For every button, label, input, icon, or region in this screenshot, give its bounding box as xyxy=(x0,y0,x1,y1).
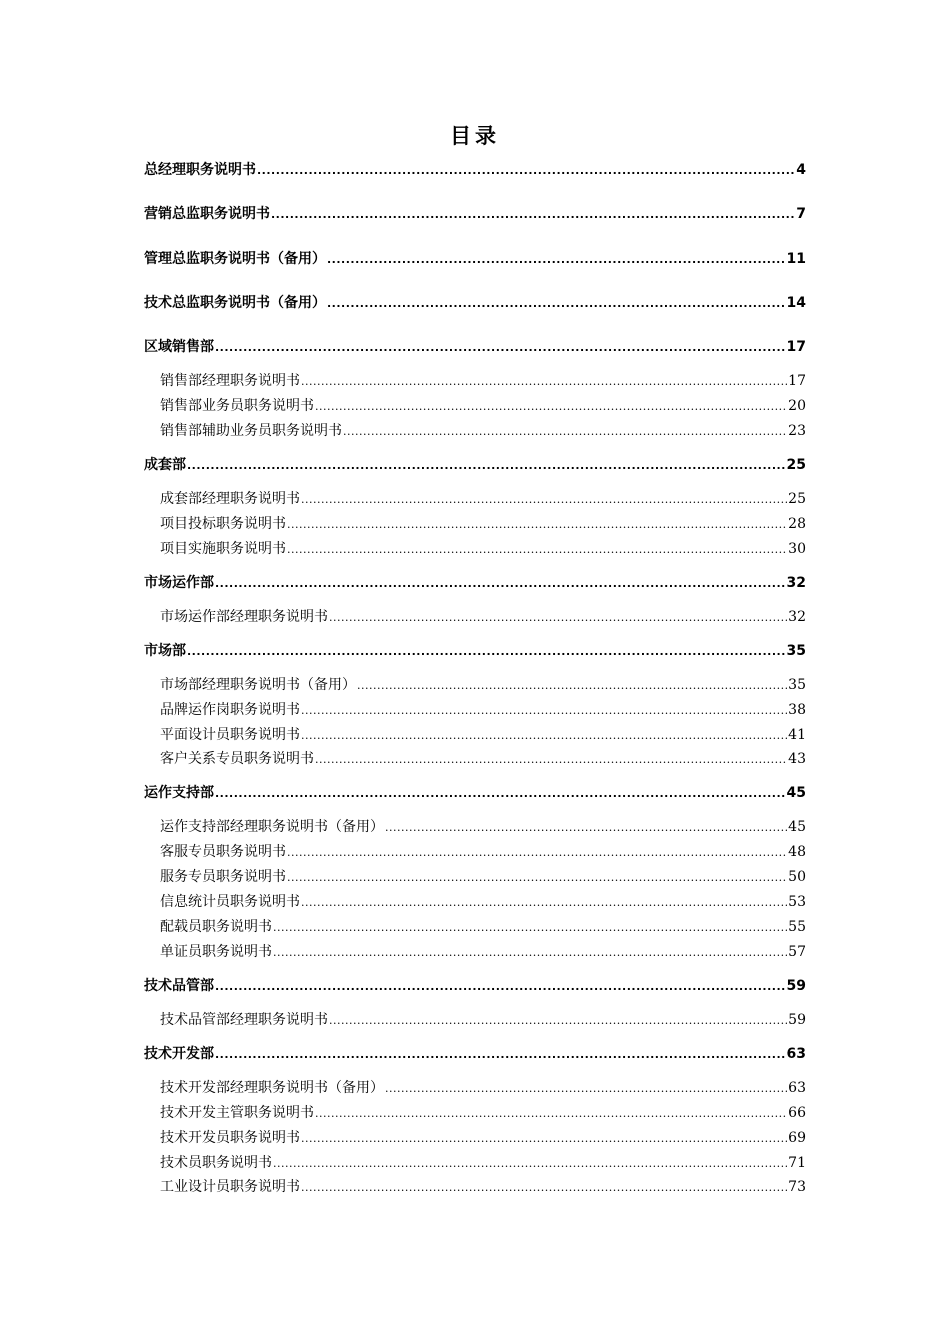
toc-subsection-entry[interactable] xyxy=(144,1126,806,1151)
dot-leader xyxy=(273,922,787,933)
toc-entry-label: 工业设计员职务说明书 xyxy=(160,1179,300,1196)
toc-page-number: 7 xyxy=(796,206,806,223)
dot-leader xyxy=(327,298,786,309)
toc-page-number: 32 xyxy=(786,574,806,591)
toc-entry-label: 技术员职务说明书 xyxy=(160,1154,272,1171)
toc-entry-label: 营销总监职务说明书 xyxy=(144,206,270,223)
toc-page-number: 48 xyxy=(788,844,806,861)
toc-entry-label: 销售部经理职务说明书 xyxy=(160,373,300,390)
dot-leader xyxy=(287,519,787,530)
toc-subsection-entry[interactable] xyxy=(144,940,806,974)
toc-page-number: 30 xyxy=(788,540,806,557)
toc-section-entry[interactable] xyxy=(144,639,806,673)
toc-entry-label: 销售部辅助业务员职务说明书 xyxy=(160,422,342,439)
dot-leader xyxy=(271,209,795,220)
dot-leader xyxy=(301,1133,787,1144)
toc-page-number: 17 xyxy=(786,339,806,356)
dot-leader xyxy=(215,981,786,992)
toc-page-number: 66 xyxy=(788,1104,806,1121)
toc-page-number: 53 xyxy=(788,894,806,911)
dot-leader xyxy=(385,1083,787,1094)
toc-entry-label: 服务专员职务说明书 xyxy=(160,869,286,886)
dot-leader xyxy=(301,897,787,908)
toc-entry-label: 项目投标职务说明书 xyxy=(160,515,286,532)
dot-leader xyxy=(343,426,787,437)
dot-leader xyxy=(287,847,787,858)
toc-section-entry[interactable] xyxy=(144,335,806,369)
toc-entry-label: 市场运作部经理职务说明书 xyxy=(160,608,328,625)
toc-page-number: 41 xyxy=(788,726,806,743)
toc-subsection-entry[interactable] xyxy=(144,915,806,940)
toc-page-number: 59 xyxy=(786,977,806,994)
toc-page-number: 14 xyxy=(786,294,806,311)
toc-section-entry[interactable] xyxy=(144,158,806,202)
toc-section-entry[interactable] xyxy=(144,453,806,487)
toc-page-number: 11 xyxy=(786,250,806,267)
toc-section-entry[interactable] xyxy=(144,247,806,291)
toc-subsection-entry[interactable] xyxy=(144,865,806,890)
toc-subsection-entry[interactable] xyxy=(144,369,806,394)
toc-page-number: 59 xyxy=(788,1011,806,1028)
toc-page-number: 45 xyxy=(786,785,806,802)
toc-page-number: 35 xyxy=(788,676,806,693)
toc-page-number: 20 xyxy=(788,398,806,415)
toc-entry-label: 技术品管部 xyxy=(144,977,214,994)
toc-entry-label: 技术品管部经理职务说明书 xyxy=(160,1011,328,1028)
toc-entry-label: 区域销售部 xyxy=(144,339,214,356)
toc-page-number: 25 xyxy=(786,456,806,473)
toc-page-number: 55 xyxy=(788,918,806,935)
toc-entry-label: 信息统计员职务说明书 xyxy=(160,894,300,911)
toc-entry-label: 运作支持部经理职务说明书（备用） xyxy=(160,819,384,836)
toc-subsection-entry[interactable] xyxy=(144,747,806,781)
dot-leader xyxy=(215,578,786,589)
toc-subsection-entry[interactable] xyxy=(144,1101,806,1126)
toc-subsection-entry[interactable] xyxy=(144,673,806,698)
toc-subsection-entry[interactable] xyxy=(144,419,806,453)
toc-subsection-entry[interactable] xyxy=(144,890,806,915)
dot-leader xyxy=(301,730,787,741)
toc-title: 目录 xyxy=(450,124,500,148)
toc-section-entry[interactable] xyxy=(144,1042,806,1076)
toc-section-entry[interactable] xyxy=(144,974,806,1008)
table-of-contents xyxy=(144,158,806,1209)
dot-leader xyxy=(301,494,787,505)
dot-leader xyxy=(301,376,787,387)
dot-leader xyxy=(329,1015,787,1026)
toc-entry-label: 销售部业务员职务说明书 xyxy=(160,398,314,415)
toc-subsection-entry[interactable] xyxy=(144,512,806,537)
dot-leader xyxy=(315,754,787,765)
toc-page-number: 38 xyxy=(788,701,806,718)
dot-leader xyxy=(287,872,787,883)
toc-subsection-entry[interactable] xyxy=(144,723,806,748)
dot-leader xyxy=(257,165,795,176)
toc-page-number: 35 xyxy=(786,642,806,659)
dot-leader xyxy=(329,612,787,623)
toc-entry-label: 运作支持部 xyxy=(144,785,214,802)
toc-page-number: 63 xyxy=(786,1045,806,1062)
toc-page-number: 63 xyxy=(788,1079,806,1096)
toc-page-number: 28 xyxy=(788,515,806,532)
toc-subsection-entry[interactable] xyxy=(144,698,806,723)
dot-leader xyxy=(215,788,786,799)
toc-page-number: 17 xyxy=(788,373,806,390)
dot-leader xyxy=(315,1108,787,1119)
toc-entry-label: 总经理职务说明书 xyxy=(144,162,256,178)
dot-leader xyxy=(357,680,787,691)
toc-page-number: 32 xyxy=(788,608,806,625)
toc-page-number: 45 xyxy=(788,819,806,836)
toc-page-number: 23 xyxy=(788,422,806,439)
toc-subsection-entry[interactable] xyxy=(144,815,806,840)
toc-entry-label: 技术开发员职务说明书 xyxy=(160,1129,300,1146)
toc-entry-label: 市场部经理职务说明书（备用） xyxy=(160,676,356,693)
toc-entry-label: 市场运作部 xyxy=(144,574,214,591)
dot-leader xyxy=(187,646,786,657)
toc-subsection-entry[interactable] xyxy=(144,840,806,865)
toc-entry-label: 成套部 xyxy=(144,456,186,473)
toc-entry-label: 品牌运作岗职务说明书 xyxy=(160,701,300,718)
dot-leader xyxy=(187,460,786,471)
dot-leader xyxy=(215,1049,786,1060)
toc-page-number: 4 xyxy=(796,162,806,178)
toc-entry-label: 技术开发主管职务说明书 xyxy=(160,1104,314,1121)
toc-entry-label: 项目实施职务说明书 xyxy=(160,540,286,557)
toc-entry-label: 市场部 xyxy=(144,642,186,659)
toc-subsection-entry[interactable] xyxy=(144,394,806,419)
dot-leader xyxy=(215,342,786,353)
dot-leader xyxy=(315,401,787,412)
dot-leader xyxy=(273,947,787,958)
toc-entry-label: 配载员职务说明书 xyxy=(160,918,272,935)
dot-leader xyxy=(273,1158,787,1169)
toc-subsection-entry[interactable] xyxy=(144,1151,806,1176)
toc-page-number: 50 xyxy=(788,869,806,886)
toc-entry-label: 客服专员职务说明书 xyxy=(160,844,286,861)
toc-entry-label: 技术总监职务说明书（备用） xyxy=(144,294,326,311)
toc-subsection-entry[interactable] xyxy=(144,487,806,512)
dot-leader xyxy=(287,544,787,555)
toc-subsection-entry[interactable] xyxy=(144,1076,806,1101)
toc-entry-label: 技术开发部经理职务说明书（备用） xyxy=(160,1079,384,1096)
toc-entry-label: 平面设计员职务说明书 xyxy=(160,726,300,743)
toc-page-number: 73 xyxy=(788,1179,806,1196)
toc-section-entry[interactable] xyxy=(144,781,806,815)
toc-page-number: 69 xyxy=(788,1129,806,1146)
toc-entry-label: 技术开发部 xyxy=(144,1045,214,1062)
dot-leader xyxy=(301,1182,787,1193)
toc-section-entry[interactable] xyxy=(144,291,806,335)
toc-subsection-entry[interactable] xyxy=(144,605,806,639)
toc-page-number: 43 xyxy=(788,751,806,768)
toc-section-entry[interactable] xyxy=(144,571,806,605)
toc-subsection-entry[interactable] xyxy=(144,537,806,571)
dot-leader xyxy=(301,705,787,716)
toc-section-entry[interactable] xyxy=(144,202,806,246)
toc-entry-label: 单证员职务说明书 xyxy=(160,943,272,960)
toc-page-number: 57 xyxy=(788,943,806,960)
toc-entry-label: 成套部经理职务说明书 xyxy=(160,490,300,507)
dot-leader xyxy=(385,822,787,833)
toc-entry-label: 管理总监职务说明书（备用） xyxy=(144,250,326,267)
dot-leader xyxy=(327,254,786,265)
toc-subsection-entry[interactable] xyxy=(144,1008,806,1042)
toc-subsection-entry[interactable] xyxy=(144,1175,806,1209)
toc-page-number: 71 xyxy=(788,1154,806,1171)
toc-entry-label: 客户关系专员职务说明书 xyxy=(160,751,314,768)
toc-page-number: 25 xyxy=(788,490,806,507)
